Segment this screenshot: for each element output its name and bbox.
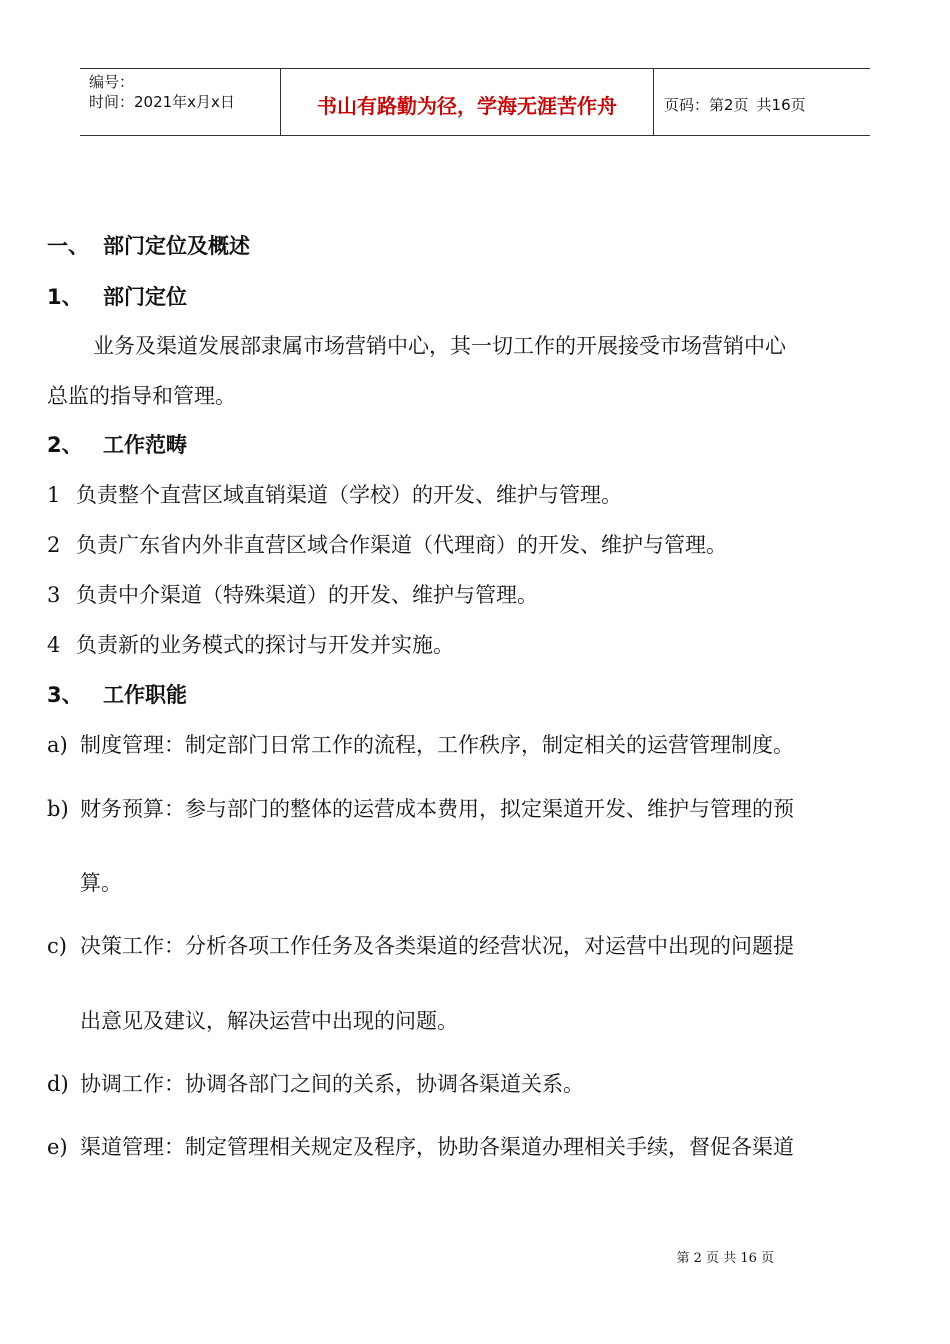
duty-item bbox=[47, 1068, 584, 1098]
subsection-heading bbox=[47, 679, 187, 709]
subsection-number: 2、 bbox=[47, 433, 83, 457]
subsection-title: 部门定位 bbox=[103, 285, 187, 309]
list-item-text: 负责整个直营区域直销渠道（学校）的开发、维护与管理。 bbox=[76, 483, 622, 507]
header-motto-cell bbox=[281, 69, 654, 135]
list-item bbox=[47, 529, 727, 559]
duty-text: 制度管理：制定部门日常工作的流程，工作秩序，制定相关的运营管理制度。 bbox=[80, 733, 794, 757]
section-title: 部门定位及概述 bbox=[103, 234, 250, 258]
header-page-cell bbox=[654, 69, 870, 135]
duty-label: e) bbox=[47, 1135, 68, 1159]
list-item bbox=[47, 579, 538, 609]
page-header-table bbox=[80, 68, 870, 136]
duty-text-continued: 出意见及建议，解决运营中出现的问题。 bbox=[80, 1009, 458, 1033]
paragraph-line: 业务及渠道发展部隶属市场营销中心，其一切工作的开展接受市场营销中心 bbox=[93, 334, 786, 358]
duty-label: c) bbox=[47, 934, 67, 958]
list-item bbox=[47, 629, 454, 659]
list-item-text: 负责广东省内外非直营区域合作渠道（代理商）的开发、维护与管理。 bbox=[76, 533, 727, 557]
duty-item bbox=[47, 729, 794, 759]
duty-label: b) bbox=[47, 797, 69, 821]
list-item-text: 负责中介渠道（特殊渠道）的开发、维护与管理。 bbox=[76, 583, 538, 607]
total-pages-label: 共16页 bbox=[756, 95, 806, 114]
list-item-number: 4 bbox=[47, 633, 61, 657]
date-label: 时间：2021年x月x日 bbox=[89, 93, 235, 111]
subsection-title: 工作范畴 bbox=[103, 433, 187, 457]
page-label: 页码：第2页 bbox=[664, 95, 749, 114]
duty-item bbox=[47, 1131, 794, 1161]
duty-label: a) bbox=[47, 733, 68, 757]
list-item-text: 负责新的业务模式的探讨与开发并实施。 bbox=[76, 633, 454, 657]
duty-text: 协调工作：协调各部门之间的关系，协调各渠道关系。 bbox=[80, 1072, 584, 1096]
subsection-heading bbox=[47, 281, 187, 311]
subsection-heading bbox=[47, 429, 187, 459]
section-heading bbox=[47, 230, 250, 260]
duty-label: d) bbox=[47, 1072, 69, 1096]
duty-item bbox=[47, 793, 794, 823]
list-item-number: 1 bbox=[47, 483, 61, 507]
duty-text-continued: 算。 bbox=[80, 871, 122, 895]
subsection-title: 工作职能 bbox=[103, 683, 187, 707]
list-item-number: 3 bbox=[47, 583, 61, 607]
duty-text: 财务预算：参与部门的整体的运营成本费用，拟定渠道开发、维护与管理的预 bbox=[80, 797, 794, 821]
duty-text: 渠道管理：制定管理相关规定及程序，协助各渠道办理相关手续，督促各渠道 bbox=[80, 1135, 794, 1159]
list-item-number: 2 bbox=[47, 533, 61, 557]
subsection-number: 1、 bbox=[47, 285, 83, 309]
page-footer: 第 2 页 共 16 页 bbox=[676, 1251, 774, 1266]
motto-text: 书山有路勤为径，学海无涯苦作舟 bbox=[317, 93, 617, 118]
subsection-number: 3、 bbox=[47, 683, 83, 707]
duty-text: 决策工作：分析各项工作任务及各类渠道的经营状况，对运营中出现的问题提 bbox=[80, 934, 794, 958]
section-number: 一、 bbox=[47, 234, 89, 258]
number-label: 编号： bbox=[89, 73, 135, 91]
paragraph-line: 总监的指导和管理。 bbox=[47, 384, 236, 408]
header-meta-cell bbox=[80, 69, 281, 135]
list-item bbox=[47, 479, 622, 509]
duty-item bbox=[47, 930, 794, 960]
